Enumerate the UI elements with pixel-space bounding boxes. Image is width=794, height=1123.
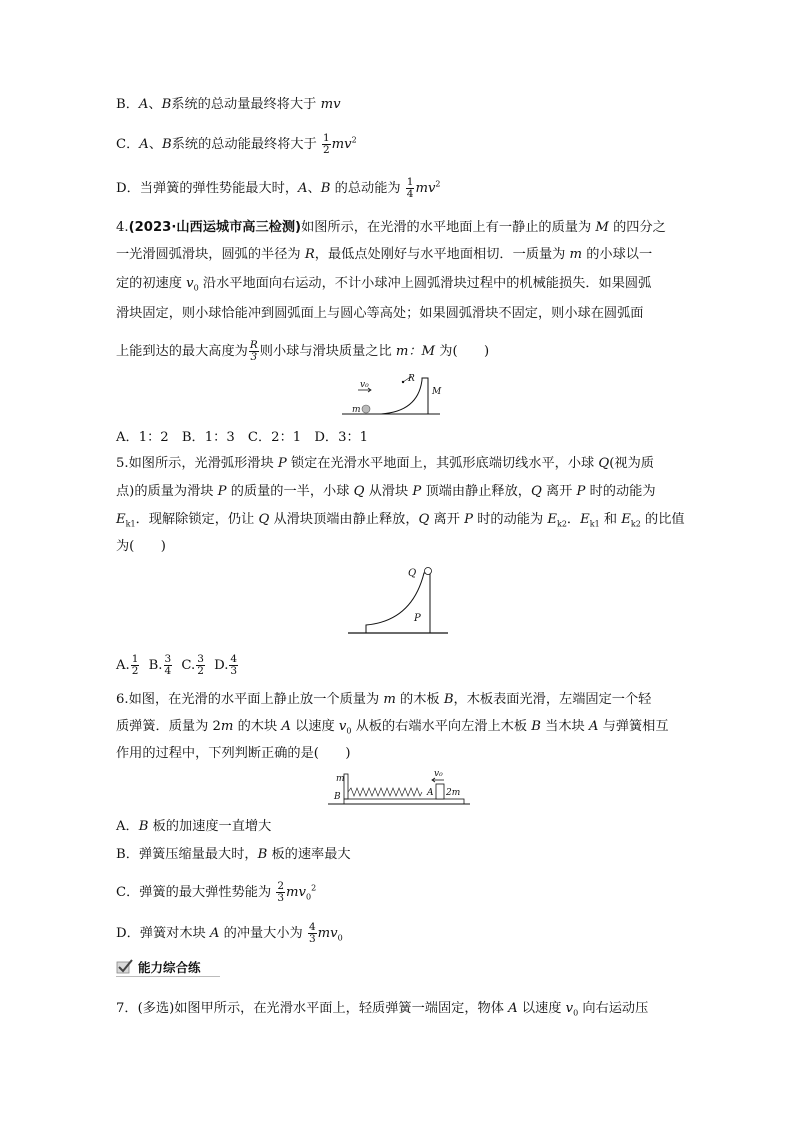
q4-line-5: 上能到达的最大高度为 $\frac{R}{3}$ 则小球与滑块质量之比 m：M 为( ): [116, 339, 490, 363]
fraction: $\frac{1}{2}$: [322, 132, 330, 156]
fraction: $\frac{2}{3}$: [277, 880, 285, 904]
fig-label-2m: 2m: [446, 788, 461, 798]
q4-figure: [340, 372, 450, 422]
q5-line-4: 为( ): [116, 539, 166, 554]
fig-label-a: A: [427, 788, 434, 798]
q3-option-b: B．A、B系统的总动量最终将大于 mv: [116, 97, 341, 112]
q5-figure: [346, 563, 450, 639]
q4-line-2: 一光滑圆弧滑块，圆弧的半径为 R，最低点处刚好与水平地面相切．一质量为 m 的小球以一: [116, 247, 653, 262]
q4-line-3: 定的初速度 $v_0$ 沿水平地面向右运动，不计小球冲上圆弧滑块过程中的机械能损失．如果圆弧: [116, 276, 652, 293]
fig-label-v0: v₀: [434, 769, 443, 779]
q4-source: (2023·山西运城市高三检测): [128, 220, 302, 235]
q6-option-b: B．弹簧压缩量最大时，B 板的速率最大: [116, 847, 351, 862]
section-divider: [116, 976, 220, 977]
fraction: $\frac{3}{4}$: [164, 653, 172, 677]
fig-label-q: Q: [408, 568, 417, 579]
q6-figure: [326, 768, 472, 808]
q4-line-4: 滑块固定，则小球恰能冲到圆弧面上与圆心等高处；如果圆弧滑块不固定，则小球在圆弧面: [116, 306, 644, 321]
fig-label-m: m: [352, 405, 361, 415]
section-title: 能力综合练: [138, 960, 201, 975]
q7-line-1: 7．(多选)如图甲所示，在光滑水平面上，轻质弹簧一端固定，物体 A 以速度 $v_0$ 向右运动压: [116, 1001, 649, 1018]
section-banner: [116, 957, 201, 977]
q5-options: A. $\frac{1}{2}$ B. $\frac{3}{4}$ C. $\frac{3}{2}$ D. $\frac{4}{3}$: [116, 653, 238, 677]
fraction: $\frac{4}{3}$: [308, 921, 316, 945]
q6-option-c: C．弹簧的最大弹性势能为 $\frac{2}{3}$ $mv_0^2$: [116, 880, 317, 904]
fraction: $\frac{4}{3}$: [230, 653, 238, 677]
q6-line-1: 6.如图，在光滑的水平面上静止放一个质量为 m 的木板 B，木板表面光滑，左端固定一个轻: [116, 692, 652, 707]
q3-option-d: D．当弹簧的弹性势能最大时，A、B 的总动能为 $\frac{1}{4}$ $mv^2$: [116, 176, 441, 200]
q3-option-c: C．A、B系统的总动能最终将大于 $\frac{1}{2}$ $mv^2$: [116, 132, 357, 156]
fig-label-m: m: [336, 774, 345, 784]
q6-option-d: D．弹簧对木块 A 的冲量大小为 $\frac{4}{3}$ $mv_0$: [116, 921, 343, 945]
q5-line-1: 5.如图所示，光滑弧形滑块 P 锁定在光滑水平地面上，其弧形底端切线水平，小球 Q(视为质: [116, 456, 654, 471]
q6-option-a: A．B 板的加速度一直增大: [116, 819, 272, 834]
fraction: $\frac{1}{4}$: [406, 176, 414, 200]
q4-line-1: 4.(2023·山西运城市高三检测)如图所示，在光滑的水平地面上有一静止的质量为 M 的四分之: [116, 220, 666, 235]
fraction: $\frac{3}{2}$: [197, 653, 204, 677]
q4-options: A．1：2 B．1：3 C．2：1 D．3：1: [116, 430, 369, 445]
q5-line-2: 点)的质量为滑块 P 的质量的一半，小球 Q 从滑块 P 顶端由静止释放，Q 离开 P 时的动能为: [116, 484, 656, 499]
fig-label-v0: v₀: [360, 380, 369, 390]
fig-label-r: R: [408, 374, 415, 384]
checkbox-icon: [116, 959, 134, 975]
fig-label-p: P: [414, 613, 421, 624]
q6-line-2: 质弹簧．质量为 2m 的木块 A 以速度 $v_0$ 从板的右端水平向左滑上木板 B 当木块 A 与弹簧相互: [116, 719, 669, 736]
q6-line-3: 作用的过程中，下列判断正确的是( ): [116, 746, 351, 761]
fraction: $\frac{R}{3}$: [249, 339, 258, 363]
fig-label-m-block: M: [432, 387, 442, 397]
fig-label-b: B: [334, 792, 341, 802]
fraction: $\frac{1}{2}$: [131, 653, 139, 677]
q5-line-3: $E_{k1}$．现解除锁定，仍让 Q 从滑块顶端由静止释放，Q 离开 P 时的动能为 $E_{k2}$．$E_{k1}$ 和 $E_{k2}$ 的比值: [116, 512, 685, 529]
